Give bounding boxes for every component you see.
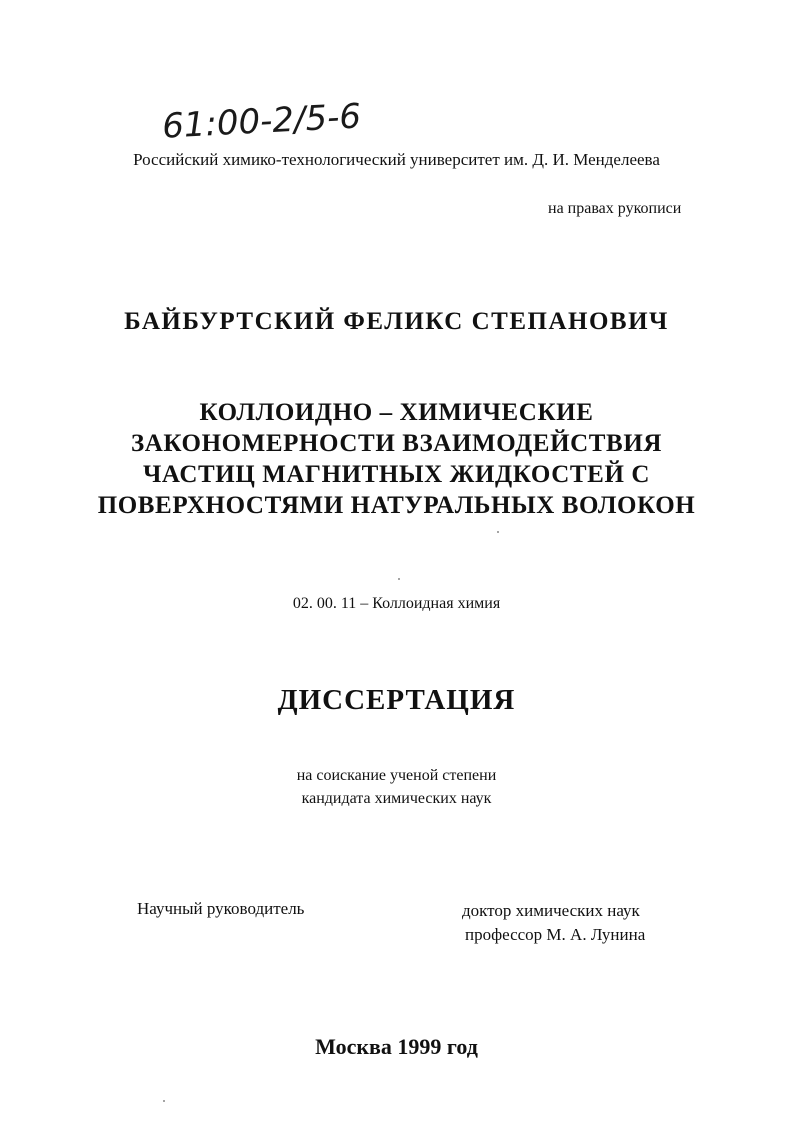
supervisor-label: Научный руководитель [137,899,305,918]
dissertation-title [60,397,733,521]
scan-speck [398,578,400,580]
degree-description [0,764,793,810]
archive-code-handwritten [160,78,460,158]
supervisor-info [462,899,645,947]
university-name: Российский химико-технологический университет им. Д. И. Менделеева [133,150,660,169]
archive-code-text: 61:00-2/5-6 [161,96,362,147]
title-line: ЗАКОНОМЕРНОСТИ ВЗАИМОДЕЙСТВИЯ [130,430,663,457]
supervisor-name: профессор М. А. Лунина [465,925,646,944]
city-year-footer: Москва 1999 год [315,1034,478,1059]
scan-speck [163,1100,165,1102]
degree-line: на соискание ученой степени [296,767,497,784]
supervisor-degree: доктор химических наук [462,901,640,920]
degree-line: кандидата химических наук [301,790,492,807]
scan-speck [497,531,499,533]
document-type-heading: ДИССЕРТАЦИЯ [277,684,516,716]
title-line: ПОВЕРХНОСТЯМИ НАТУРАЛЬНЫХ ВОЛОКОН [97,492,696,519]
author-name: БАЙБУРТСКИЙ ФЕЛИКС СТЕПАНОВИЧ [124,308,669,335]
title-line: КОЛЛОИДНО – ХИМИЧЕСКИЕ [199,399,594,426]
title-line: ЧАСТИЦ МАГНИТНЫХ ЖИДКОСТЕЙ С [142,461,651,488]
handwritten-code-svg [160,78,460,158]
manuscript-rights: на правах рукописи [548,200,682,217]
specialty-code: 02. 00. 11 – Коллоидная химия [292,595,501,612]
